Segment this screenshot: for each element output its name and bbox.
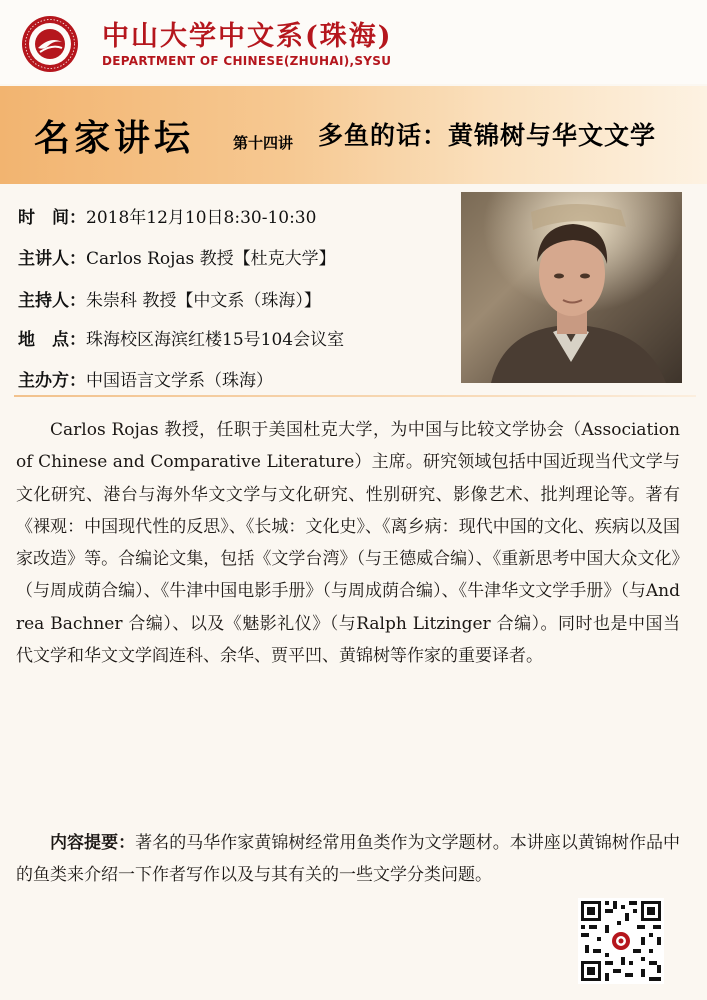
info-label: 主办方： [18,371,86,391]
info-venue [18,325,344,350]
info-time [18,203,316,228]
info-value: 2018年12月10日8:30-10:30 [86,208,317,228]
info-label: 地 点： [18,330,86,350]
qr-code-icon[interactable] [578,898,664,984]
info-speaker [18,244,336,269]
info-value: 朱崇科 教授【中文系（珠海）】 [86,291,321,311]
lecture-number: 第十四讲 [233,134,294,152]
info-organizer [18,366,273,391]
lecture-summary [16,827,680,892]
forum-title: 名家讲坛 [34,117,195,159]
summary-text: 著名的马华作家黄锦树经常用鱼类作为文学题材。本讲座以黄锦树作品中的鱼类来介绍一下作者写作以及与其有关的一些文学分类问题。 [16,833,681,886]
info-value: 中国语言文学系（珠海） [86,371,273,391]
info-label: 主持人： [18,291,86,311]
header [0,0,707,84]
department-name-cn: 中山大学中文系(珠海) [102,21,393,52]
info-value: 珠海校区海滨红楼15号104会议室 [86,330,345,350]
department-name-en: DEPARTMENT OF CHINESE(ZHUHAI),SYSU [102,54,392,68]
info-host [18,286,321,311]
info-label: 时 间： [18,208,86,228]
sysu-emblem-icon [20,14,80,74]
info-value: Carlos Rojas 教授【杜克大学】 [86,249,336,269]
speaker-photo [461,192,682,383]
speaker-bio: Carlos Rojas 教授，任职于美国杜克大学，为中国与比较文学协会（Association of Chinese and Comparative Literature）主席。研究领域包括中国近现当代文学与文化研究、港台与海外华文文学与文化研究、性别研究、影像艺术、批判理论等。著有《裸观：中国现代性的反思》、《长城：文化史》、《离乡病：现代中国的文化、疾病以及国家改造》等。合编论文集，包括《文学台湾》（与王德威合编）、《重新思考中国大众文化》（与周成荫合编）、《牛津中国电影手册》（与周成荫合编）、《牛津华文文学手册》（与Andrea Bachner 合编）、以及《魅影礼仪》（与Ralph Litzinger 合编）。同时也是中国当代文学和华文文学阎连科、余华、贾平凹、黄锦树等作家的重要译者。 [16,420,680,667]
summary-label: 内容提要： [50,833,136,853]
section-divider [14,395,696,397]
info-label: 主讲人： [18,249,86,269]
lecture-topic: 多鱼的话：黄锦树与华文文学 [318,121,657,150]
